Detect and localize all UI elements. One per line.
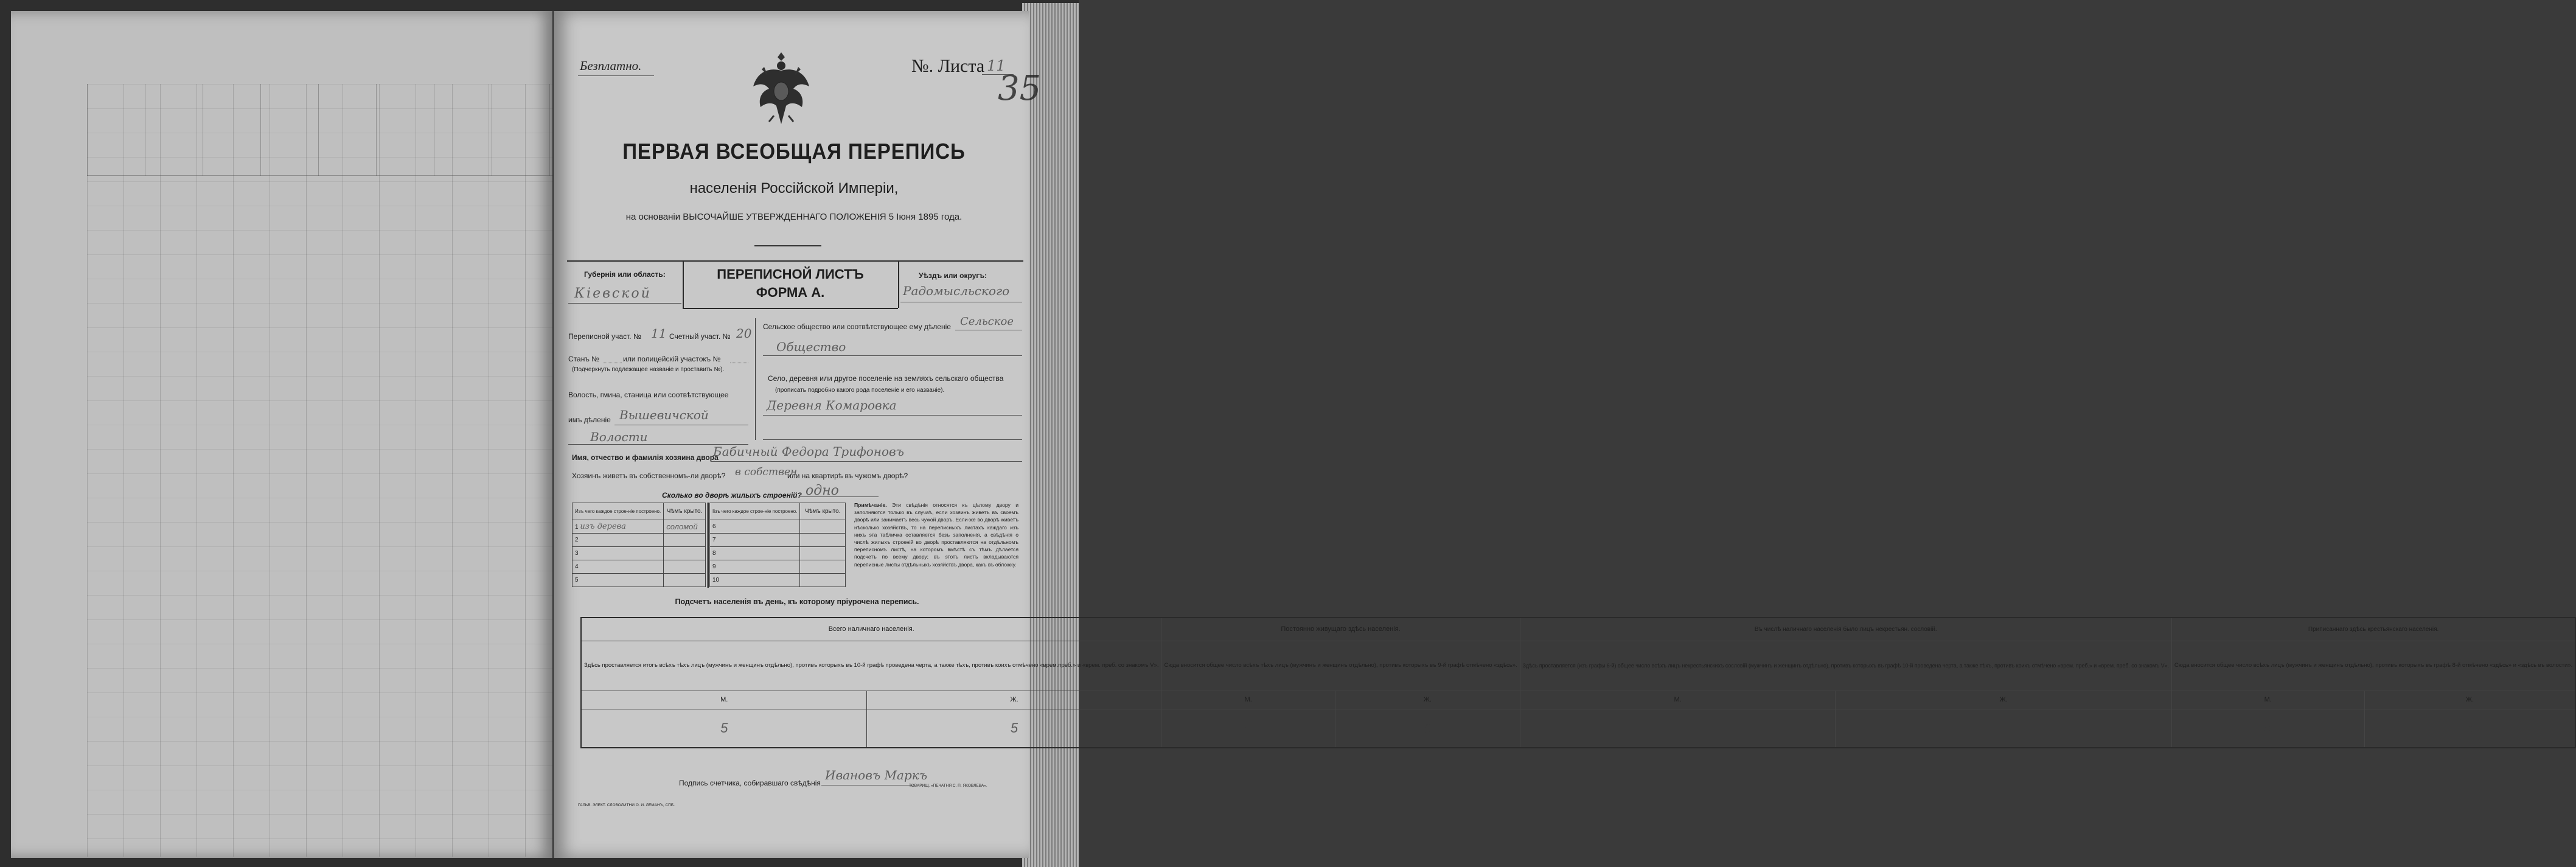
structures-col-material: Изъ чего каждое строе-ніе построено. [573, 503, 664, 520]
ornament-divider [754, 245, 821, 246]
structures-col-roof-2: Чѣмъ крыто. [800, 503, 846, 520]
counting-section-label: Счетный участ. № [669, 332, 731, 341]
structures-table-divider [707, 503, 709, 588]
pop-male-header: М. [1161, 691, 1335, 709]
census-form-page [554, 11, 2573, 858]
province-label: Губернія или область: [584, 270, 666, 279]
buildings-underline [799, 496, 879, 497]
note-block [854, 501, 1018, 568]
structure-row [710, 574, 846, 587]
header-top-rule [567, 260, 1023, 262]
row-number: 7 [710, 534, 800, 547]
printer-imprint-left: ГАЛЬВ. ЭЛЕКТ. СЛОВОЛИТНИ О. И. ЛЕМАНЪ, СПБ. [578, 803, 675, 807]
village-note: (прописать подробно какого рода поселеніе и его названіе). [775, 387, 945, 394]
pop-peasant-male: 5 [2171, 709, 2364, 748]
structure-row [573, 574, 706, 587]
row-number: 4 [573, 560, 664, 574]
pop-col-desc-2: Сюда вносится общее число всѣхъ тѣхъ лицъ (мужчинъ и женщинъ отдѣльно), противъ которыхъ въ 9-й графѣ отмѣчено «здѣсь». [1161, 641, 1520, 691]
rent-label: или на квартирѣ въ чужомъ дворѣ? [787, 472, 908, 480]
pop-col-title-1: Всего наличнаго населенія. [581, 618, 1161, 641]
row-number: 8 [710, 547, 800, 560]
owner-name-label: Имя, отчество и фамилія хозяина двора [572, 453, 719, 462]
census-section-value: 11 [651, 326, 667, 341]
note-title: Примѣчаніе. [854, 502, 887, 508]
form-title-line-1: ПЕРЕПИСНОЙ ЛИСТЪ [717, 266, 864, 282]
row-number: 2 [573, 534, 664, 547]
population-heading: Подсчетъ населенія въ день, къ которому пріурочена перепись. [675, 597, 919, 606]
community-value-1: Сельское [960, 315, 1014, 328]
fields-column-divider [755, 318, 756, 440]
structure-row [710, 560, 846, 574]
village-value: Деревня Комаровка [767, 398, 897, 413]
community-value-2: Общество [776, 339, 846, 354]
header-center-bottom-rule [683, 308, 898, 309]
pop-total-female: 5 [867, 709, 1161, 748]
pop-resident-female: 6 [1335, 709, 1520, 748]
structures-table-left [572, 503, 706, 587]
structure-roof [664, 560, 706, 574]
own-yard-label: Хозяинъ живетъ въ собственномъ-ли дворѣ? [572, 472, 726, 480]
volost-value-1: Вышевичской [619, 408, 709, 422]
archive-folio-number: 35 [998, 69, 1042, 108]
pop-female-header: Ж. [1836, 691, 2171, 709]
pop-col-title-3: Въ числѣ наличнаго населенія было лицъ некрестьян. сословій. [1520, 618, 2171, 641]
row-number: 1 [575, 524, 579, 531]
row-number: 10 [710, 574, 800, 587]
pop-male-header: М. [581, 691, 867, 709]
pop-nonpeasant-male [1520, 709, 1836, 748]
header-right-divider [898, 260, 899, 308]
pop-total-male: 5 [581, 709, 867, 748]
structure-row [573, 560, 706, 574]
owner-name-value: Бабичный Федора Трифоновъ [713, 444, 904, 459]
village-underline-1 [763, 415, 1022, 416]
police-section-label: или полицейскій участокъ № [623, 355, 721, 363]
pop-female-header: Ж. [1335, 691, 1520, 709]
structure-row [710, 534, 846, 547]
buildings-value: одно [806, 483, 839, 498]
pop-col-title-2: Постоянно живущаго здѣсь населенія. [1161, 618, 1520, 641]
pop-female-header: Ж. [867, 691, 1161, 709]
census-section-label: Переписной участ. № [568, 332, 641, 341]
sheet-number-label: №. Листа [911, 56, 985, 76]
structure-roof: соломой [664, 520, 706, 534]
province-underline [568, 303, 681, 304]
owner-name-underline [711, 461, 1022, 462]
population-table [580, 617, 2576, 748]
structure-roof [800, 560, 846, 574]
structure-row [573, 547, 706, 560]
volost-value-2: Волости [590, 430, 648, 444]
structure-roof [800, 574, 846, 587]
structure-roof [800, 520, 846, 534]
row-number: 9 [710, 560, 800, 574]
structure-roof [800, 534, 846, 547]
pop-col-desc-1: Здѣсь проставляется итогъ всѣхъ тѣхъ лицъ (мужчинъ и женщинъ отдѣльно), противъ которыхъ въ 10-й графѣ проведена черта, а также тѣхъ, противъ коихъ отмѣчено «врем.преб.» и «врем. преб. со знакомъ V». [581, 641, 1161, 691]
row-number: 5 [573, 574, 664, 587]
own-yard-value: в собствен [735, 466, 798, 478]
structure-roof [664, 534, 706, 547]
structure-roof [664, 574, 706, 587]
signature-label: Подпись счетчика, собиравшаго свѣдѣнія [679, 779, 821, 787]
pop-male-header: М. [1520, 691, 1836, 709]
structure-roof [800, 547, 846, 560]
district-value: Радомысльского [903, 284, 1010, 298]
district-label: Уѣздъ или округъ: [919, 271, 987, 280]
village-underline-2 [763, 439, 1022, 440]
form-title-line-2: ФОРМА А. [756, 285, 825, 300]
left-page [11, 11, 552, 858]
printer-imprint-right: ТОВАРИЩ. «ПЕЧАТНЯ С. П. ЯКОВЛЕВА». [909, 784, 987, 788]
sheet-number-value: 11 [987, 57, 1006, 74]
free-underline [578, 75, 654, 76]
row-number: 3 [573, 547, 664, 560]
structure-roof [664, 547, 706, 560]
stan-note: (Подчеркнуть подлежащее названіе и проставить №). [572, 366, 725, 373]
imperial-eagle-emblem [750, 49, 813, 127]
pop-resident-male: 5 [1161, 709, 1335, 748]
free-label: Безплатно. [580, 58, 642, 73]
pop-col-desc-3: Здѣсь проставляется (изъ графы 6-й) общее число всѣхъ лицъ некрестьянскихъ сословій (мужчинъ и женщинъ отдѣльно), противъ которыхъ въ графѣ 10-й проведена черта, а также тѣхъ, противъ коихъ отмѣчено «врем. преб.» и «врем. преб. со знакомъ V». [1520, 641, 2171, 691]
community-label: Сельское общество или соотвѣтствующее ему дѣленіе [763, 322, 951, 331]
row-number: 6 [710, 520, 800, 534]
volost-label-2: имъ дѣленіе [568, 416, 611, 424]
form-basis-line: на основаніи ВЫСОЧАЙШЕ УТВЕРЖДЕННАГО ПОЛОЖЕНІЯ 5 Іюня 1895 года. [625, 212, 963, 222]
buildings-label: Сколько во дворѣ жилыхъ строеній? [662, 491, 802, 500]
structures-col-material-2: Іізъ чего каждое строе-ніе построено. [710, 503, 800, 520]
pop-nonpeasant-female [1836, 709, 2171, 748]
province-value: Кіевской [574, 286, 652, 301]
pop-col-title-4: Приписаннаго здѣсь крестьянскаго населенія. [2171, 618, 2575, 641]
note-text: Эти свѣдѣнія относятся къ цѣлому двору и заполняются только въ случаѣ, если хозяинъ живетъ въ своемъ дворѣ или занимаетъ весь чужой дворъ. Если-же во дворѣ живетъ нѣсколько хозяйствъ, то на переписныхъ листахъ каждаго изъ нихъ эта табличка оставляется безъ заполненія, а свѣдѣнія о числѣ жилыхъ строеній во дворѣ проставляются на отдѣльномъ переписномъ листѣ, на которомъ вмѣстѣ съ тѣмъ дѣлается подсчетъ по всему двору; въ этотъ листъ вкладываются переписные листы отдѣльныхъ хозяйствъ двора, какъ въ обложку. [854, 502, 1018, 568]
pop-col-desc-4: Сюда вносится общее число всѣхъ лицъ (мужчинъ и женщинъ отдѣльно), противъ которыхъ въ графѣ 8-й отмѣчено «здѣсь» и «здѣсь въ волости». [2171, 641, 2575, 691]
village-label: Село, деревня или другое поселеніе на земляхъ сельскаго общества [768, 374, 1004, 383]
counting-section-value: 20 [736, 326, 752, 341]
form-main-title: ПЕРВАЯ ВСЕОБЩАЯ ПЕРЕПИСЬ [622, 139, 966, 164]
structure-row [710, 547, 846, 560]
pop-female-header: Ж. [2364, 691, 2575, 709]
pop-male-header: М. [2171, 691, 2364, 709]
community-underline-2 [763, 355, 1022, 356]
volost-label: Волость, гмина, станица или соотвѣтствующее [568, 391, 729, 399]
structure-row [573, 520, 706, 534]
form-subtitle: населенія Россійской Имперіи, [689, 180, 899, 197]
left-page-grid [87, 84, 552, 857]
structure-row [710, 520, 846, 534]
pop-peasant-female: 6 [2364, 709, 2575, 748]
structures-table-right [709, 503, 846, 587]
signature-value: Ивановъ Маркъ [825, 768, 928, 782]
stan-label: Станъ № [568, 355, 600, 363]
structure-material: изъ дерева [580, 522, 626, 531]
structures-col-roof: Чѣмъ крыто. [664, 503, 706, 520]
structure-row [573, 534, 706, 547]
